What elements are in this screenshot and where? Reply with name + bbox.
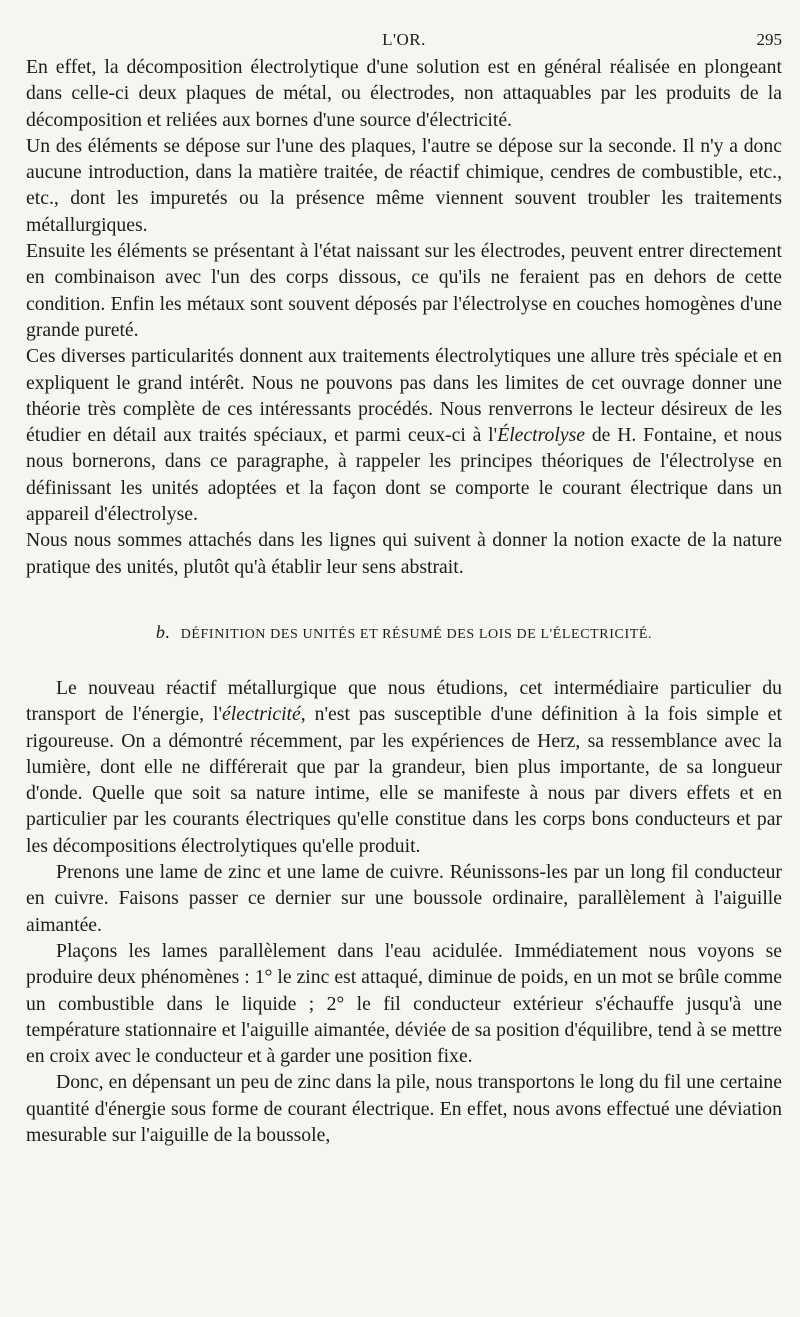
paragraph-fontaine-reference: [26, 343, 782, 527]
section-heading: [26, 622, 782, 643]
section-letter: b.: [155, 621, 171, 642]
section-title: DÉFINITION DES UNITÉS ET RÉSUMÉ DES LOIS DE L'ÉLECTRICITÉ.: [180, 626, 653, 642]
text-segment: de H. Fontaine, et nous nous bornerons, dans ce paragraphe, à rappeler les principes théoriques de l'électrolyse en définissant les unités adoptées et la façon dont se comporte le courant électrique dans un appareil d'électrolyse.: [26, 424, 782, 526]
paragraph-no-reagent: Un des éléments se dépose sur l'une des plaques, l'autre se dépose sur la seconde. Il n'y a donc aucune introduction, dans la matière traitée, de réactif chimique, cendres de combustible, etc., etc., dont les impuretés ou la présence même viennent souvent troubler les traitements métallurgiques.: [26, 134, 782, 236]
paragraph-nascent-state: Ensuite les éléments se présentant à l'état naissant sur les électrodes, peuvent entrer directement en combinaison avec l'un des corps dissous, ce qu'ils ne feraient pas en dehors de cette condition. Enfin les métaux sont souvent déposés par l'électrolyse en couches homogènes d'une grande pureté.: [26, 240, 782, 341]
running-title: L'OR.: [382, 30, 426, 49]
italic-book-title: Électrolyse: [497, 424, 586, 447]
text-segment: Ces diverses particularités donnent aux traitements électrolytiques une allure très spéciale et en expliquent le grand intérêt. Nous ne pouvons pas dans les limites de cet ouvrage donner une théorie très complète de ces intéressants procédés. Nous renverrons le lecteur désireux de les étudier en détail aux traités spéciaux, et parmi ceux-ci à l': [26, 345, 782, 447]
paragraph-electricity-nature: [26, 675, 782, 859]
paragraph-phenomena: Plaçons les lames parallèlement dans l'eau acidulée. Immédiatement nous voyons se produire deux phénomènes : 1° le zinc est attaqué, diminue de poids, en un mot se brûle comme un combustible dans le liquide ; 2° le fil conducteur extérieur s'échauffe jusqu'à une température stationnaire et l'aiguille aimantée, déviée de sa position d'équilibre, tend à se mettre en croix avec le conducteur et à garder une position fixe.: [26, 939, 782, 1068]
paragraph-notion-units: Nous nous sommes attachés dans les lignes qui suivent à donner la notion exacte de la nature pratique des unités, plutôt qu'à établir leur sens abstrait.: [26, 529, 782, 578]
running-header: [26, 20, 782, 54]
italic-term: électricité: [222, 703, 301, 726]
paragraph-energy-transport: Donc, en dépensant un peu de zinc dans la pile, nous transportons le long du fil une certaine quantité d'énergie sous forme de courant électrique. En effet, nous avons effectué une déviation mesurable sur l'aiguille de la boussole,: [26, 1071, 782, 1146]
text-segment: , n'est pas susceptible d'une définition à la fois simple et rigoureuse. On a démontré récemment, par les expériences de Herz, sa ressemblance avec la lumière, dont elle ne différerait que par la grandeur, bien plus importante, de sa longueur d'onde. Quelle que soit sa nature intime, elle se manifeste à nous par divers effets et en particulier par les courants électriques qu'elle constitue dans les corps bons conducteurs et par les décompositions électrolytiques qu'elle produit.: [26, 703, 783, 857]
text-segment: Le nouveau réactif métallurgique que nous étudions, cet intermédiaire particulier du transport de l'énergie, l': [26, 676, 782, 726]
paragraph-zinc-copper: Prenons une lame de zinc et une lame de cuivre. Réunissons-les par un long fil conducteur en cuivre. Faisons passer ce dernier sur une boussole ordinaire, parallèlement à l'aiguille aimantée.: [26, 861, 782, 936]
page-number: 295: [756, 30, 782, 49]
paragraph-electrolysis-method: En effet, la décomposition électrolytique d'une solution est en général réalisée en plongeant dans celle-ci deux plaques de métal, ou électrodes, non attaquables par les produits de la décomposition et reliées aux bornes d'une source d'électricité.: [26, 56, 782, 131]
